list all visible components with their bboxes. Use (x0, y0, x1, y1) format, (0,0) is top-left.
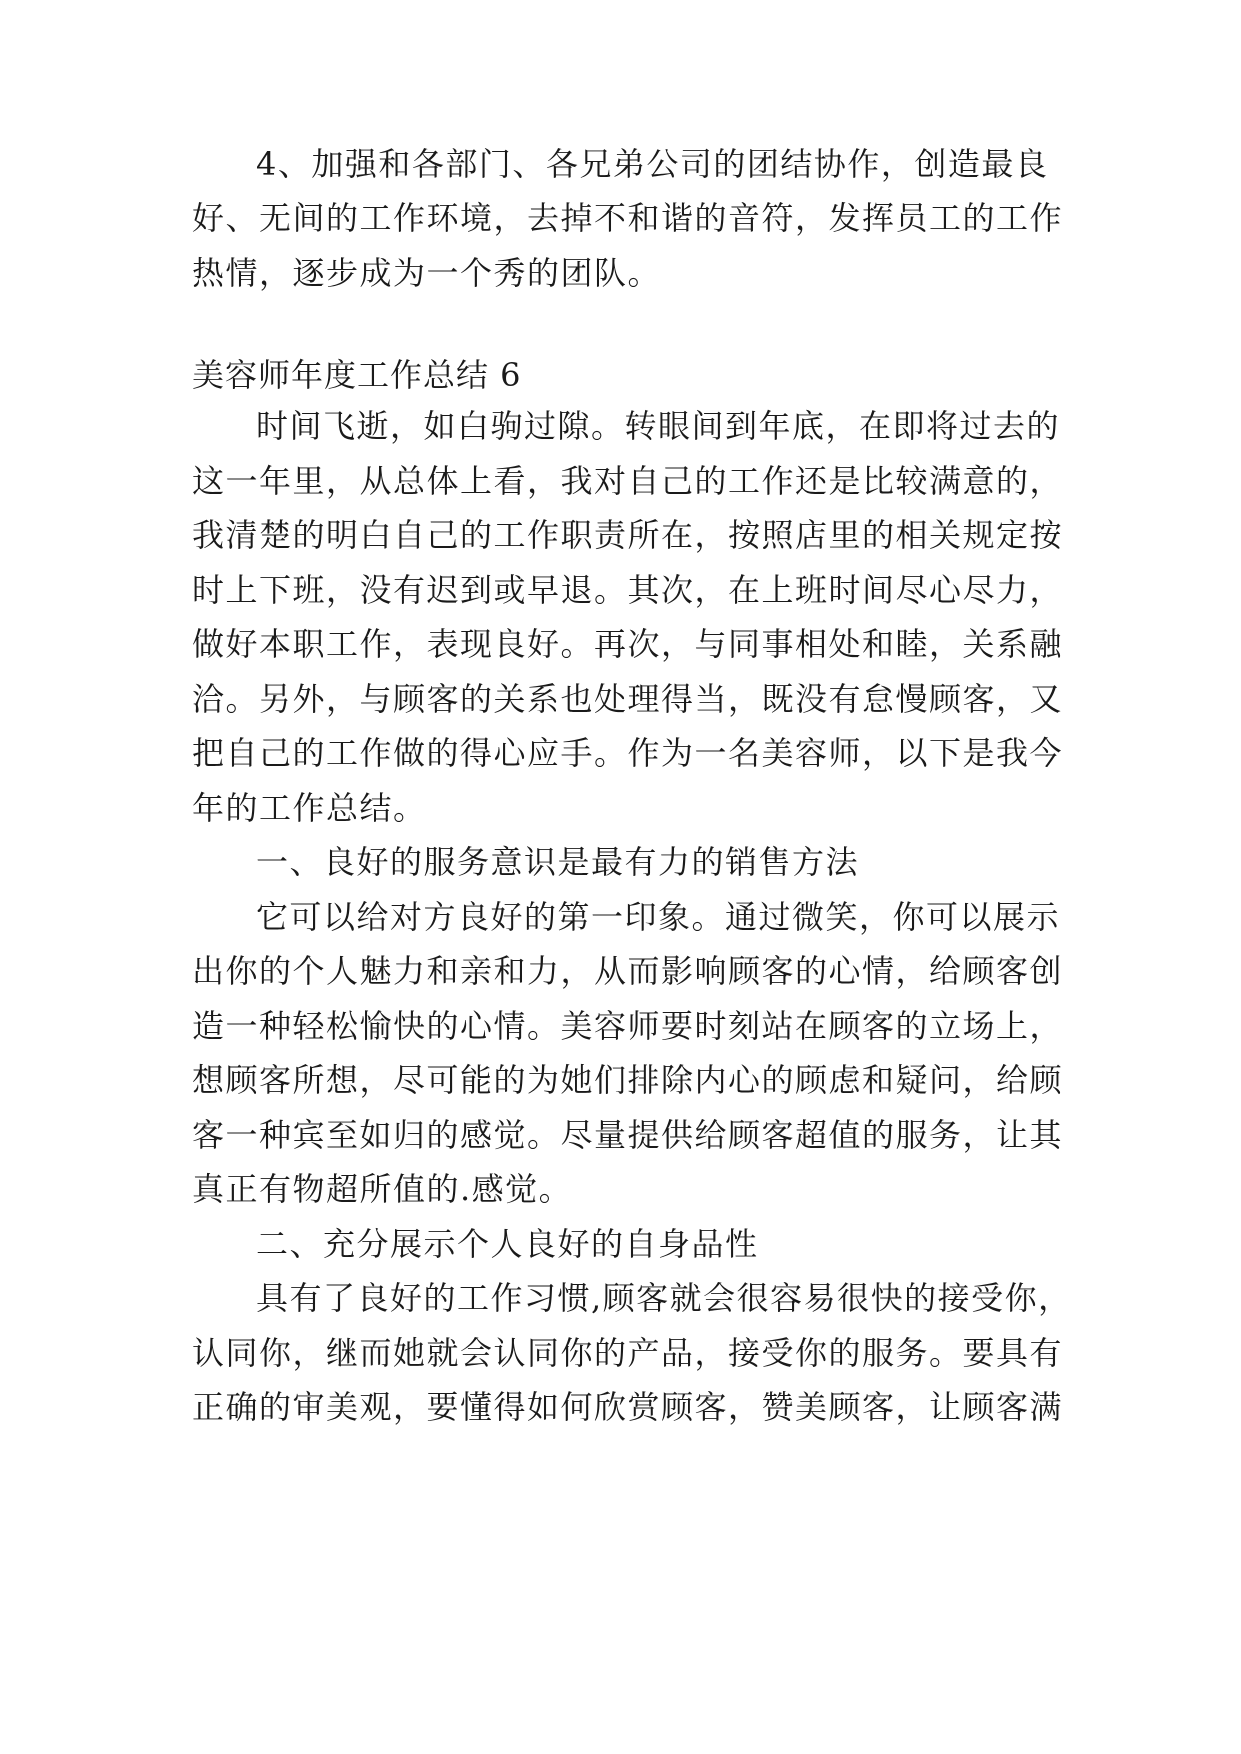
paragraph-line: 热情，逐步成为一个秀的团队。 (192, 254, 662, 292)
subheading: 二、充分展示个人良好的自身品性 (256, 1225, 759, 1263)
paragraph-line: 造一种轻松愉快的心情。美容师要时刻站在顾客的立场上， (192, 1007, 1064, 1045)
subheading: 一、良好的服务意识是最有力的销售方法 (256, 843, 860, 881)
section-title: 美容师年度工作总结 6 (192, 356, 522, 394)
paragraph-line: 时上下班，没有迟到或早退。其次，在上班时间尽心尽力， (192, 571, 1064, 609)
paragraph-line: 4、加强和各部门、各兄弟公司的团结协作，创造最良 (256, 145, 1049, 183)
paragraph-line: 这一年里，从总体上看，我对自己的工作还是比较满意的， (192, 462, 1064, 500)
paragraph-line: 好、无间的工作环境，去掉不和谐的音符，发挥员工的工作 (192, 199, 1064, 237)
paragraph-line: 年的工作总结。 (192, 789, 427, 827)
paragraph-line: 正确的审美观，要懂得如何欣赏顾客，赞美顾客，让顾客满 (192, 1388, 1064, 1426)
paragraph-line: 它可以给对方良好的第一印象。通过微笑，你可以展示 (256, 898, 1061, 936)
paragraph-line: 时间飞逝，如白驹过隙。转眼间到年底，在即将过去的 (256, 407, 1061, 445)
paragraph-line: 认同你，继而她就会认同你的产品，接受你的服务。要具有 (192, 1334, 1064, 1372)
paragraph-line: 我清楚的明白自己的工作职责所在，按照店里的相关规定按 (192, 516, 1064, 554)
paragraph-line: 具有了良好的工作习惯,顾客就会很容易很快的接受你， (256, 1279, 1072, 1317)
paragraph-line: 客一种宾至如归的感觉。尽量提供给顾客超值的服务，让其 (192, 1116, 1064, 1154)
paragraph-line: 真正有物超所值的.感觉。 (192, 1170, 573, 1208)
paragraph-line: 做好本职工作，表现良好。再次，与同事相处和睦，关系融 (192, 625, 1064, 663)
paragraph-line: 把自己的工作做的得心应手。作为一名美容师，以下是我今 (192, 734, 1064, 772)
paragraph-line: 出你的个人魅力和亲和力，从而影响顾客的心情，给顾客创 (192, 952, 1064, 990)
paragraph-line: 洽。另外，与顾客的关系也处理得当，既没有怠慢顾客，又 (192, 680, 1064, 718)
paragraph-line: 想顾客所想，尽可能的为她们排除内心的顾虑和疑问，给顾 (192, 1061, 1064, 1099)
